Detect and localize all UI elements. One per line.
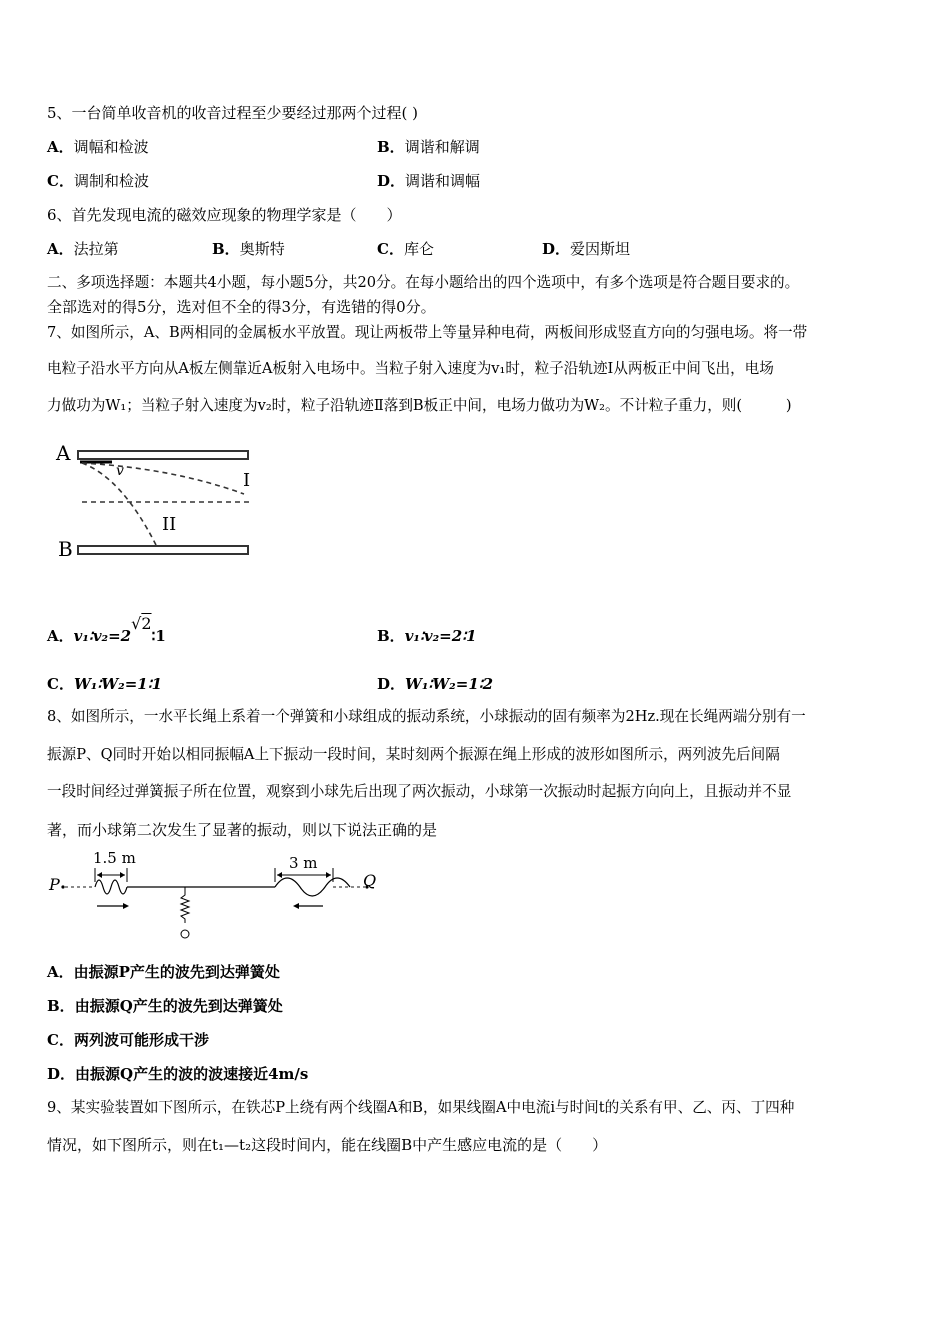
option-text: W₁∶W₂=1∶2 [405, 675, 494, 693]
option-label: A． [47, 138, 74, 156]
option-text: 调谐和解调 [404, 138, 480, 156]
arrow-left-icon [293, 903, 299, 909]
plate-b [78, 546, 248, 554]
q8-stem-line2: 振源P、Q同时开始以相同振幅A上下振动一段时间，某时刻两个振源在绳上形成的波形如图所示，两列波先后间隔 [47, 746, 780, 763]
q7-option-a[interactable] [47, 614, 166, 646]
dim-label-left: 1.5 m [93, 849, 136, 867]
q6-stem: 6、首先发现电流的磁效应现象的物理学家是（ ） [47, 206, 402, 224]
q7-option-c[interactable] [47, 674, 162, 694]
q5-option-d[interactable] [377, 171, 480, 191]
q8-stem-line1: 8、如图所示，一水平长绳上系着一个弹簧和小球组成的振动系统，小球振动的固有频率为2Hz.现在长绳两端分别有一 [47, 708, 806, 725]
source-p-dot [61, 885, 64, 888]
q5-option-a[interactable] [47, 137, 149, 157]
option-text: 由振源Q产生的波的波速接近4m/s [75, 1065, 309, 1083]
option-text: 奥斯特 [239, 240, 285, 258]
option-text: 两列波可能形成干涉 [73, 1031, 209, 1049]
option-label: C． [47, 1031, 74, 1049]
q8-stem-line3: 一段时间经过弹簧振子所在位置，观察到小球先后出现了两次振动，小球第一次振动时起振方向向上，且振动并不显 [47, 783, 792, 800]
option-text: 由振源Q产生的波先到达弹簧处 [74, 997, 283, 1015]
q8-option-b[interactable] [47, 996, 283, 1016]
q7-stem-line2: 电粒子沿水平方向从A板左侧靠近A板射入电场中。当粒子射入速度为v₁时，粒子沿轨迹Ⅰ从两板正中间飞出，电场 [47, 360, 774, 377]
q6-option-c[interactable] [377, 239, 434, 259]
label-p: P [49, 875, 60, 894]
option-label: D． [47, 1065, 76, 1083]
q7-option-d[interactable] [377, 674, 493, 694]
option-label: D． [542, 240, 571, 258]
q8-rope-figure [45, 848, 385, 943]
option-text: 库仑 [403, 240, 434, 258]
option-text: 爱因斯坦 [570, 240, 631, 258]
sqrt-radicand: 2 [141, 614, 152, 633]
label-ii: II [162, 514, 177, 535]
option-label: B． [377, 627, 405, 645]
q5-stem: 5、一台简单收音机的收音过程至少要经过那两个过程( ) [47, 104, 419, 122]
q7-stem-line3: 力做功为W₁；当粒子射入速度为v₂时，粒子沿轨迹Ⅱ落到B板正中间，电场力做功为W₂。不计粒子重力，则( ) [47, 397, 792, 414]
option-label: D． [377, 675, 406, 693]
option-label: A． [47, 963, 74, 981]
wave-p [95, 880, 127, 894]
q6-option-d[interactable] [542, 239, 630, 259]
option-label: C． [47, 675, 74, 693]
q8-option-c[interactable] [47, 1030, 209, 1050]
option-label: C． [47, 172, 74, 190]
option-tail: ∶1 [151, 627, 166, 645]
dim-label-right: 3 m [289, 854, 318, 872]
label-v: v [116, 463, 124, 479]
section2-heading-line2: 全部选对的得5分，选对但不全的得3分，有选错的得0分。 [47, 298, 436, 316]
option-text: 调幅和检波 [73, 138, 149, 156]
ball [181, 930, 189, 938]
label-i: I [243, 470, 251, 491]
q8-option-a[interactable] [47, 962, 280, 982]
q8-option-d[interactable] [47, 1064, 308, 1084]
label-b: B [58, 537, 73, 561]
plate-a [78, 451, 248, 459]
q7-capacitor-figure [52, 438, 262, 566]
wave-q [275, 878, 350, 896]
q5-option-c[interactable] [47, 171, 149, 191]
label-q: Q [363, 871, 377, 890]
option-text: 法拉第 [73, 240, 119, 258]
q6-option-a[interactable] [47, 239, 119, 259]
trajectory-i [82, 463, 244, 494]
option-label: B． [377, 138, 405, 156]
option-text: v₁∶v₂=2 [73, 627, 132, 645]
q5-option-b[interactable] [377, 137, 480, 157]
spring [181, 887, 189, 923]
label-a: A [56, 441, 71, 465]
option-text: 调制和检波 [73, 172, 149, 190]
q7-stem-line1: 7、如图所示，A、B两相同的金属板水平放置。现让两板带上等量异种电荷，两板间形成竖直方向的匀强电场。将一带 [47, 324, 808, 341]
option-text: v₁∶v₂=2∶1 [404, 627, 477, 645]
option-text: 由振源P产生的波先到达弹簧处 [73, 963, 280, 981]
q9-stem-line2: 情况，如下图所示，则在t₁—t₂这段时间内，能在线圈B中产生感应电流的是（ ） [47, 1136, 608, 1154]
q8-stem-line4: 著，而小球第二次发生了显著的振动，则以下说法正确的是 [47, 821, 438, 839]
option-text: 调谐和调幅 [405, 172, 481, 190]
q9-stem-line1: 9、某实验装置如下图所示，在铁芯P上绕有两个线圈A和B，如果线圈A中电流i与时间t的关系有甲、乙、丙、丁四种 [47, 1099, 795, 1116]
option-label: A． [47, 240, 74, 258]
arrow-right-icon [123, 903, 129, 909]
q7-option-b[interactable] [377, 626, 477, 646]
option-label: D． [377, 172, 406, 190]
option-text: W₁∶W₂=1∶1 [73, 675, 163, 693]
option-label: B． [47, 997, 75, 1015]
sqrt-symbol-icon: √2 [131, 614, 152, 633]
option-label: B． [212, 240, 240, 258]
section2-heading-line1: 二、多项选择题：本题共4小题，每小题5分，共20分。在每小题给出的四个选项中，有多个选项是符合题目要求的。 [47, 274, 800, 291]
q6-option-b[interactable] [212, 239, 285, 259]
option-label: C． [377, 240, 404, 258]
option-label: A． [47, 627, 74, 645]
